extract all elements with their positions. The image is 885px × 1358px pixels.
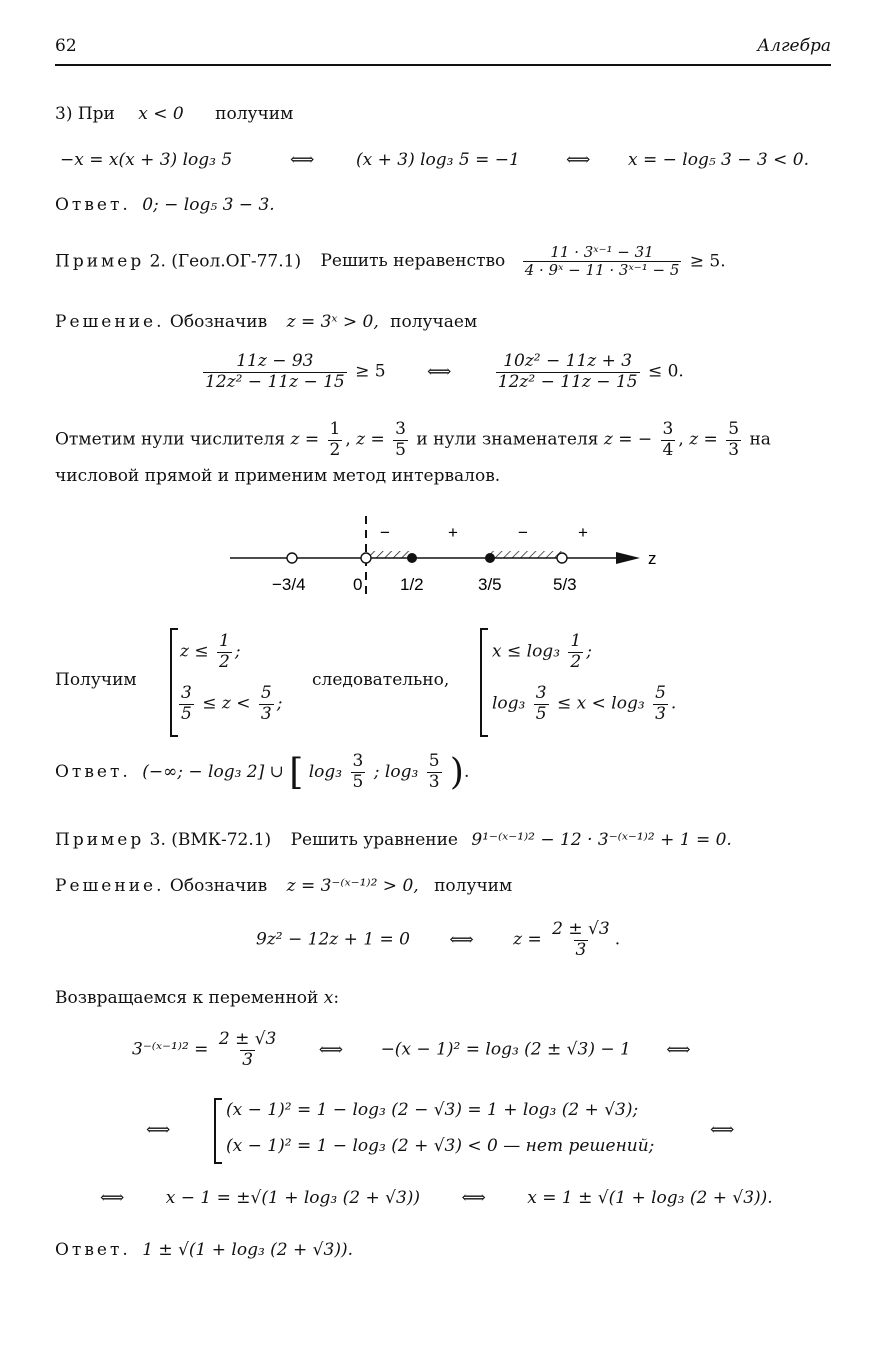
right-system-bracket bbox=[480, 628, 488, 737]
answer-label: Ответ. bbox=[55, 762, 131, 782]
iff-symbol: ⟺ bbox=[461, 1188, 486, 1208]
example-number: 3. bbox=[149, 830, 166, 850]
fraction-denominator: 2 bbox=[329, 439, 341, 460]
system-bracket bbox=[214, 1098, 222, 1164]
zeros-line bbox=[55, 420, 771, 460]
page-number: 62 bbox=[55, 36, 77, 56]
period: . bbox=[670, 693, 677, 714]
inequality-chain bbox=[200, 352, 684, 392]
answer3 bbox=[55, 1240, 353, 1260]
period: . bbox=[463, 762, 470, 782]
fraction bbox=[217, 632, 232, 672]
final-line bbox=[100, 1188, 773, 1208]
fraction-denominator: 4 · 9ˣ − 11 · 3ˣ⁻¹ − 5 bbox=[524, 261, 680, 280]
zeros-text-2: и нули знаменателя bbox=[416, 429, 599, 450]
system-text: x ≤ log₃ bbox=[492, 641, 561, 662]
root-fraction bbox=[550, 920, 612, 960]
axis-label: z bbox=[648, 549, 657, 568]
example2-fraction bbox=[523, 244, 682, 280]
solution-tail: получим bbox=[434, 876, 513, 896]
tick-label: 5/3 bbox=[553, 575, 577, 594]
answer2-part1: (−∞; − log₃ 2] ∪ bbox=[142, 762, 284, 782]
fraction bbox=[179, 684, 194, 724]
fraction-numerator: 11 · 3ˣ⁻¹ − 31 bbox=[550, 243, 654, 261]
example-source: (Геол.ОГ-77.1) bbox=[171, 251, 302, 272]
semicolon: ; bbox=[276, 693, 283, 714]
solution-intro: Обозначив bbox=[169, 876, 268, 896]
chain-fraction bbox=[217, 1030, 279, 1070]
answer3-text: 1 ± √(1 + log₃ (2 + √3)). bbox=[142, 1240, 353, 1260]
header-rule bbox=[55, 64, 831, 66]
fraction-numerator: 5 bbox=[260, 683, 272, 703]
fraction-tail: ≥ 5. bbox=[689, 251, 726, 272]
fraction-numerator: 3 bbox=[395, 419, 406, 439]
example-label: Пример bbox=[55, 251, 145, 272]
answer1-text: 0; − log₅ 3 − 3. bbox=[142, 195, 275, 215]
example-number: 2. bbox=[149, 251, 166, 272]
fraction bbox=[259, 684, 274, 724]
answer1 bbox=[55, 195, 275, 215]
iff-symbol: ⟺ bbox=[449, 929, 474, 950]
period: . bbox=[614, 929, 621, 950]
section-title: Алгебра bbox=[757, 36, 831, 56]
quadratic: 9z² − 12z + 1 = 0 bbox=[256, 929, 410, 950]
example3-line bbox=[55, 830, 732, 850]
sign-plus: + bbox=[578, 523, 588, 542]
chain-mid: −(x − 1)² = log₃ (2 ± √3) − 1 bbox=[380, 1039, 631, 1060]
iff-symbol: ⟺ bbox=[666, 1039, 691, 1060]
sign-minus: − bbox=[518, 523, 528, 542]
open-point bbox=[361, 553, 371, 563]
fraction-numerator: 3 bbox=[352, 751, 364, 772]
example3-equation: 9¹⁻⁽ˣ⁻¹⁾² − 12 · 3⁻⁽ˣ⁻¹⁾² + 1 = 0. bbox=[471, 830, 732, 850]
chain-lhs: 3⁻⁽ˣ⁻¹⁾² = bbox=[132, 1039, 209, 1060]
system3-line-2: (x − 1)² = 1 − log₃ (2 + √3) < 0 — нет решений; bbox=[226, 1136, 655, 1156]
fraction-numerator: 3 bbox=[181, 683, 192, 703]
z-equals: z = bbox=[290, 429, 320, 450]
solution-label: Решение. bbox=[55, 876, 165, 896]
filled-point bbox=[485, 553, 495, 563]
iff-symbol: ⟺ bbox=[710, 1120, 735, 1140]
number-line-diagram bbox=[220, 510, 680, 610]
back-line bbox=[55, 988, 339, 1008]
open-point bbox=[557, 553, 567, 563]
colon: : bbox=[333, 988, 340, 1008]
fraction-tail: ≤ 0. bbox=[647, 361, 684, 382]
iff-symbol: ⟺ bbox=[146, 1120, 171, 1140]
fraction-numerator: 5 bbox=[728, 419, 740, 439]
axis-arrow bbox=[616, 552, 640, 564]
case3-condition: x < 0 bbox=[138, 104, 184, 124]
fraction bbox=[568, 632, 583, 672]
fraction-numerator: 3 bbox=[535, 683, 547, 703]
variable: x bbox=[323, 988, 334, 1008]
fraction-numerator: 2 ± √3 bbox=[218, 1029, 277, 1049]
answer-label: Ответ. bbox=[55, 195, 131, 215]
fraction-denominator: 5 bbox=[395, 439, 406, 460]
fraction-denominator: 3 bbox=[655, 703, 666, 724]
z-equals: z = bbox=[513, 929, 542, 950]
solution-label: Решение. bbox=[55, 312, 165, 332]
case3-eq-right: x = − log₅ 3 − 3 < 0. bbox=[628, 150, 810, 170]
fraction-denominator: 3 bbox=[728, 439, 740, 460]
fraction-three-fifths bbox=[393, 420, 408, 460]
fraction-denominator: 2 bbox=[219, 651, 230, 672]
fraction-denominator: 3 bbox=[242, 1049, 254, 1070]
fraction-denominator: 5 bbox=[181, 703, 192, 724]
fraction-numerator: 1 bbox=[219, 631, 230, 651]
consequently-label: следовательно, bbox=[312, 670, 450, 690]
sign-plus: + bbox=[448, 523, 458, 542]
fraction-denominator: 3 bbox=[260, 703, 272, 724]
iff-symbol: ⟺ bbox=[318, 1039, 344, 1060]
right-paren: ) bbox=[449, 752, 464, 793]
answer2-sep: ; log₃ bbox=[373, 762, 419, 782]
final-right: x = 1 ± √(1 + log₃ (2 + √3)). bbox=[527, 1188, 773, 1208]
system-text: log₃ bbox=[492, 693, 526, 714]
fraction-denominator: 5 bbox=[535, 703, 547, 724]
example-task: Решить уравнение bbox=[290, 830, 458, 850]
answer2-log: log₃ bbox=[308, 762, 343, 782]
z-equals-negative: z = − bbox=[603, 429, 653, 450]
semicolon: ; bbox=[586, 641, 592, 662]
fraction-denominator: 12z² − 11z − 15 bbox=[205, 371, 345, 392]
system-left-line-2 bbox=[176, 684, 282, 724]
system3-line-1: (x − 1)² = 1 − log₃ (2 − √3) = 1 + log₃ (2 + √3); bbox=[226, 1100, 639, 1120]
answer-label: Ответ. bbox=[55, 1240, 131, 1260]
system-right-line-1 bbox=[492, 632, 592, 672]
iff-symbol: ⟺ bbox=[100, 1188, 125, 1208]
fraction-denominator: 3 bbox=[575, 939, 587, 960]
chain-line-1 bbox=[132, 1030, 691, 1070]
solution-tail: получаем bbox=[390, 312, 478, 332]
fraction-1 bbox=[203, 352, 347, 392]
sign-minus: − bbox=[380, 523, 390, 542]
fraction-numerator: 1 bbox=[570, 631, 582, 651]
fraction-denominator: 3 bbox=[428, 772, 440, 792]
fraction-numerator: 2 ± √3 bbox=[552, 919, 610, 939]
example-source: (ВМК-72.1) bbox=[171, 830, 272, 850]
filled-point bbox=[407, 553, 417, 563]
iff-symbol: ⟺ bbox=[290, 150, 315, 170]
fraction bbox=[534, 684, 549, 724]
fraction-denominator: 5 bbox=[352, 772, 364, 792]
example-label: Пример bbox=[55, 830, 145, 850]
system-right-line-2 bbox=[492, 684, 676, 724]
solution-intro: Обозначив bbox=[169, 312, 268, 332]
tick-label: 1/2 bbox=[400, 575, 424, 594]
fraction-numerator: 11z − 93 bbox=[236, 351, 314, 371]
tick-label: −3/4 bbox=[272, 575, 306, 594]
z-equals: z = bbox=[689, 429, 718, 450]
example2-line bbox=[55, 244, 726, 280]
quadratic-line bbox=[256, 920, 620, 960]
fraction-denominator: 12z² − 11z − 15 bbox=[497, 371, 638, 392]
fraction bbox=[427, 752, 442, 792]
fraction-numerator: 5 bbox=[655, 683, 666, 703]
final-left: x − 1 = ±√(1 + log₃ (2 + √3)) bbox=[165, 1188, 421, 1208]
example-task: Решить неравенство bbox=[320, 251, 506, 272]
fraction-numerator: 3 bbox=[662, 419, 674, 439]
get-label: Получим bbox=[55, 670, 137, 690]
fraction-half bbox=[328, 420, 343, 460]
fraction-denominator: 2 bbox=[570, 651, 582, 672]
fraction-tail: ≥ 5 bbox=[355, 361, 386, 382]
comma: , bbox=[678, 429, 684, 450]
case3-tail: получим bbox=[215, 104, 294, 124]
left-square-bracket: [ bbox=[289, 752, 304, 793]
iff-symbol: ⟺ bbox=[427, 361, 452, 382]
fraction-numerator: 1 bbox=[329, 419, 341, 439]
zeros-line-2: числовой прямой и применим метод интервалов. bbox=[55, 466, 501, 486]
solution3-line bbox=[55, 876, 512, 896]
hatched-interval-2 bbox=[490, 551, 562, 558]
tick-label: 0 bbox=[353, 575, 363, 594]
answer2 bbox=[55, 752, 469, 793]
z-equals: z = bbox=[356, 429, 385, 450]
system-left-line-1 bbox=[180, 632, 241, 672]
iff-symbol: ⟺ bbox=[566, 150, 591, 170]
comma: , bbox=[345, 429, 351, 450]
system-text: ≤ z < bbox=[202, 693, 251, 714]
fraction-five-thirds bbox=[726, 420, 741, 460]
fraction-denominator: 4 bbox=[662, 439, 674, 460]
system-text: ≤ x < log₃ bbox=[557, 693, 645, 714]
zeros-text-1: Отметим нули числителя bbox=[55, 429, 286, 450]
fraction-numerator: 10z² − 11z + 3 bbox=[503, 351, 633, 371]
case3-line bbox=[55, 104, 293, 124]
substitution: z = 3⁻⁽ˣ⁻¹⁾² > 0, bbox=[286, 876, 419, 896]
open-point bbox=[287, 553, 297, 563]
substitution: z = 3ˣ > 0, bbox=[286, 312, 379, 332]
tick-label: 3/5 bbox=[478, 575, 502, 594]
fraction bbox=[653, 684, 668, 724]
back-text: Возвращаемся к переменной bbox=[55, 988, 319, 1008]
semicolon: ; bbox=[234, 641, 241, 662]
fraction-numerator: 5 bbox=[428, 751, 440, 772]
zeros-text-3: на bbox=[749, 429, 771, 450]
case3-label: 3) При bbox=[55, 104, 115, 124]
case3-eq-mid: (x + 3) log₃ 5 = −1 bbox=[356, 150, 520, 170]
fraction-2 bbox=[496, 352, 640, 392]
system-text: z ≤ bbox=[180, 641, 209, 662]
solution2-line bbox=[55, 312, 477, 332]
hatched-interval-1 bbox=[366, 551, 412, 558]
fraction-three-quarters bbox=[661, 420, 676, 460]
case3-eq-left: −x = x(x + 3) log₃ 5 bbox=[60, 150, 233, 170]
fraction bbox=[351, 752, 366, 792]
